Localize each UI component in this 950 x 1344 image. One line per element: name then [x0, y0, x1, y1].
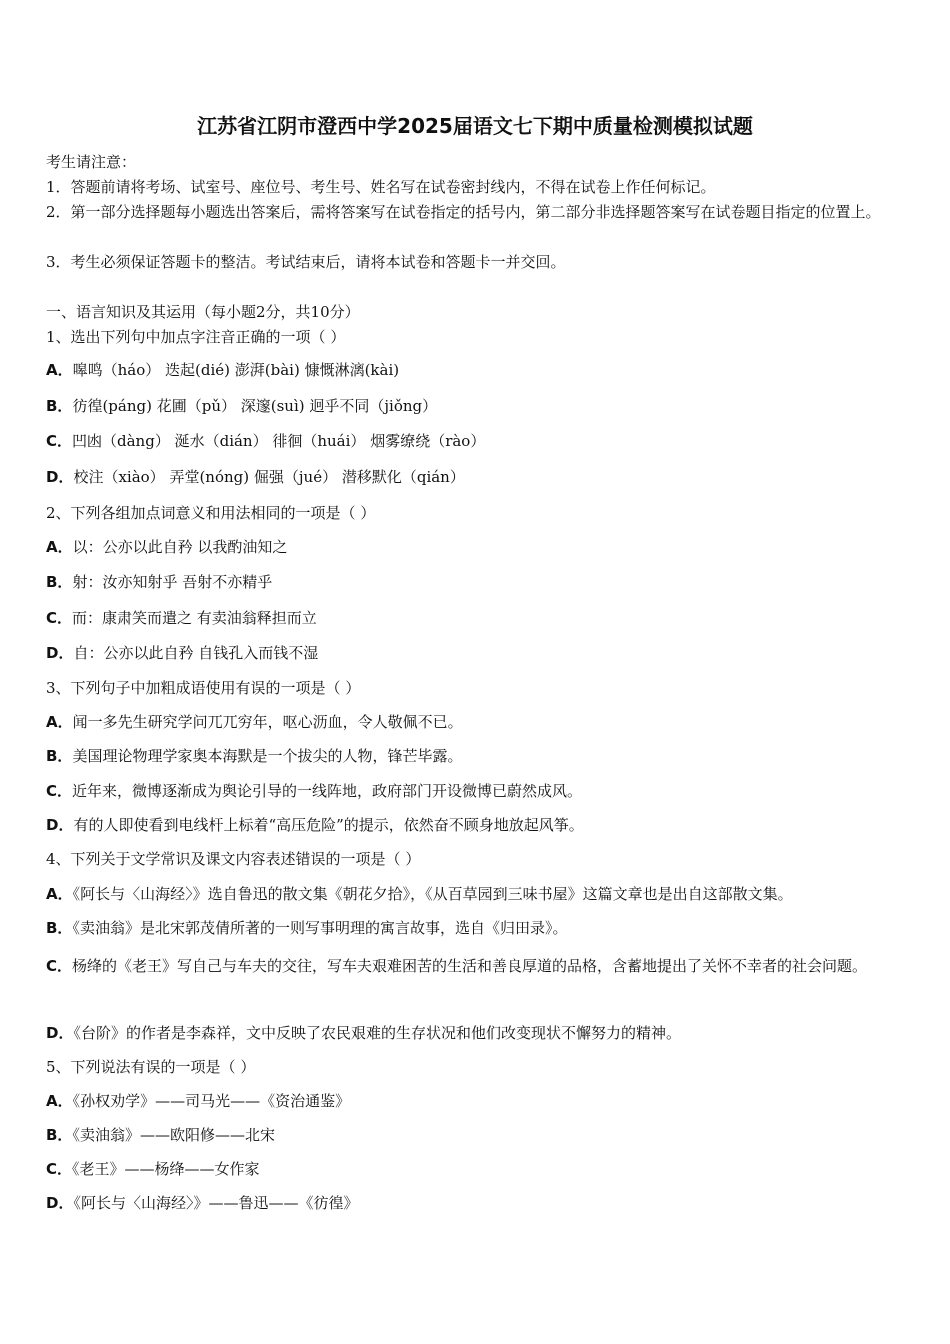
option-text: 凹凼（dàng） 涎水（dián） 徘徊（huái） 烟雾缭绕（rào）	[72, 432, 486, 450]
question-4-stem: 4、下列关于文学常识及课文内容表述错误的一项是（ ）	[46, 850, 421, 868]
option-text: 以：公亦以此自矜 以我酌油知之	[72, 538, 288, 556]
option-label: D．	[46, 468, 74, 486]
option-label: D．	[46, 644, 74, 662]
question-1-stem: 1、选出下列句中加点字注音正确的一项（ ）	[46, 328, 346, 346]
option-text: 射：汝亦知射乎 吾射不亦精乎	[72, 573, 273, 591]
question-1-option-c	[46, 431, 916, 451]
option-label: B．	[46, 1126, 73, 1144]
option-text: 自：公亦以此自矜 自钱孔入而钱不湿	[73, 644, 319, 662]
option-text: 《阿长与〈山海经〉》——鲁迅——《彷徨》	[73, 1194, 359, 1212]
option-label: A．	[46, 885, 73, 903]
option-text: 《孙权劝学》——司马光——《资治通鉴》	[72, 1092, 351, 1110]
question-1-option-d	[46, 467, 916, 487]
option-label: D．	[46, 1194, 74, 1212]
option-label: D．	[46, 816, 74, 834]
option-label: A．	[46, 538, 73, 556]
notice-item-1: 1．答题前请将考场、试室号、座位号、考生号、姓名写在试卷密封线内，不得在试卷上作任何标记。	[46, 178, 716, 196]
option-text: 有的人即使看到电线杆上标着“高压危险”的提示，依然奋不顾身地放起风筝。	[73, 816, 584, 834]
question-2-option-a	[46, 537, 916, 557]
option-label: C．	[46, 609, 73, 627]
option-text: 杨绛的《老王》写自己与车夫的交往，写车夫艰难困苦的生活和善良厚道的品格，含蓄地提出了关怀不幸者的社会问题。	[72, 957, 868, 975]
option-text: 《阿长与〈山海经〉》选自鲁迅的散文集《朝花夕拾》，《从百草园到三味书屋》这篇文章也是出自这部散文集。	[72, 885, 793, 903]
option-label: A．	[46, 1092, 73, 1110]
option-label: A．	[46, 361, 73, 379]
question-5-option-a	[46, 1091, 916, 1111]
option-text: 《老王》——杨绛——女作家	[72, 1160, 260, 1178]
option-label: B．	[46, 747, 73, 765]
option-text: 近年来，微博逐渐成为舆论引导的一线阵地，政府部门开设微博已蔚然成风。	[72, 782, 583, 800]
notice-item-3: 3．考生必须保证答题卡的整洁。考试结束后，请将本试卷和答题卡一并交回。	[46, 253, 566, 271]
option-label: C．	[46, 957, 73, 975]
question-1-option-a	[46, 360, 916, 380]
section-heading: 一、语言知识及其运用（每小题2分，共10分）	[46, 303, 360, 321]
option-label: B．	[46, 573, 73, 591]
question-4-option-c	[46, 948, 916, 984]
question-3-option-d	[46, 815, 916, 835]
question-4-option-a	[46, 884, 916, 904]
option-text: 闻一多先生研究学问兀兀穷年，呕心沥血，令人敬佩不已。	[72, 713, 463, 731]
option-label: C．	[46, 782, 73, 800]
option-label: A．	[46, 713, 73, 731]
option-label: B．	[46, 919, 73, 937]
question-2-option-d	[46, 643, 916, 663]
question-2-option-c	[46, 608, 916, 628]
option-text: 美国理论物理学家奥本海默是一个拔尖的人物，锋芒毕露。	[72, 747, 463, 765]
page-title: 江苏省江阴市澄西中学2025届语文七下期中质量检测模拟试题	[197, 114, 753, 138]
question-5-stem: 5、下列说法有误的一项是（ ）	[46, 1058, 256, 1076]
notice-heading: 考生请注意：	[46, 153, 137, 171]
option-label: C．	[46, 1160, 73, 1178]
question-2-stem: 2、下列各组加点词意义和用法相同的一项是（ ）	[46, 504, 376, 522]
option-text: 《卖油翁》——欧阳修——北宋	[72, 1126, 275, 1144]
question-3-option-b	[46, 746, 916, 766]
question-4-option-b	[46, 918, 916, 938]
notice-item-2: 2．第一部分选择题每小题选出答案后，需将答案写在试卷指定的括号内，第二部分非选择题答案写在试卷题目指定的位置上。	[46, 203, 881, 221]
option-text: 校注（xiào） 弄堂(nóng) 倔强（jué） 潜移默化（qián）	[73, 468, 465, 486]
option-text: 嗥鸣（háo） 迭起(dié) 澎湃(bài) 慷慨淋漓(kài)	[72, 361, 400, 379]
option-text: 《台阶》的作者是李森祥，文中反映了农民艰难的生存状况和他们改变现状不懈努力的精神。	[73, 1024, 681, 1042]
question-5-option-b	[46, 1125, 916, 1145]
option-text: 而：康肃笑而遣之 有卖油翁释担而立	[72, 609, 317, 627]
question-3-option-c	[46, 781, 916, 801]
option-text: 彷徨(páng) 花圃（pǔ） 深邃(suì) 迥乎不同（jiǒng）	[72, 397, 438, 415]
option-text: 《卖油翁》是北宋郭茂倩所著的一则写事明理的寓言故事，选自《归田录》。	[72, 919, 568, 937]
option-label: B．	[46, 397, 73, 415]
question-5-option-c	[46, 1159, 916, 1179]
option-label: C．	[46, 432, 73, 450]
option-label: D．	[46, 1024, 74, 1042]
question-4-option-d	[46, 1023, 916, 1043]
question-5-option-d	[46, 1193, 916, 1213]
question-3-option-a	[46, 712, 916, 732]
question-1-option-b	[46, 396, 916, 416]
question-3-stem: 3、下列句子中加粗成语使用有误的一项是（ ）	[46, 679, 361, 697]
question-2-option-b	[46, 572, 916, 592]
